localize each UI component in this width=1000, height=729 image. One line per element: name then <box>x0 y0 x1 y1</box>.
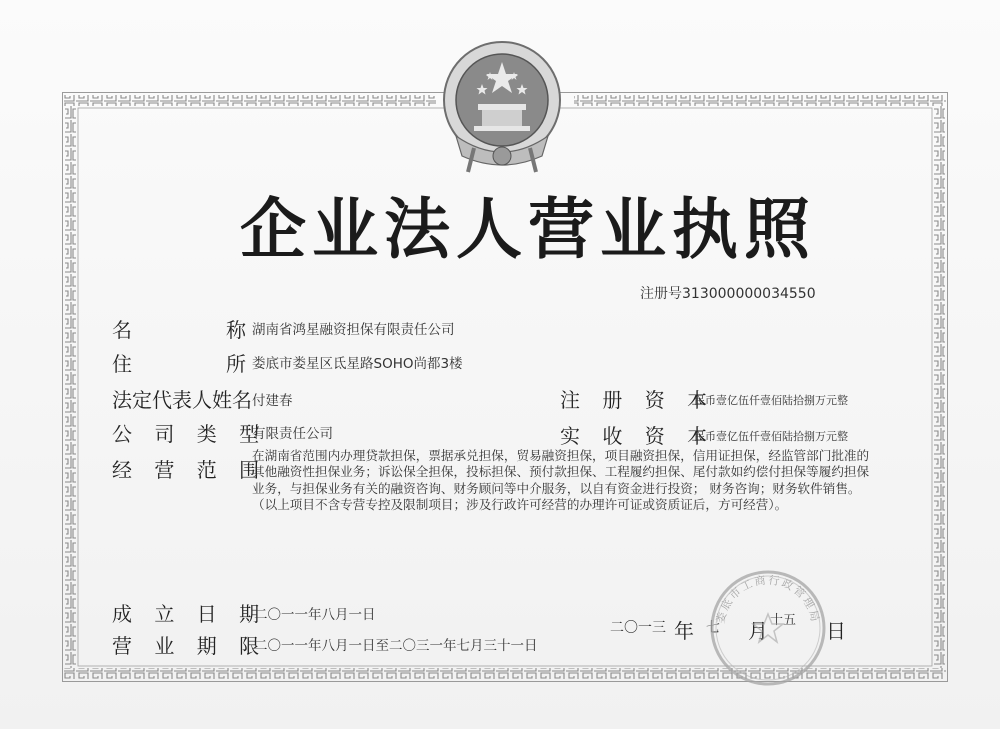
registration-label: 注册号 <box>640 286 682 302</box>
company-type-label: 公 司 类 型 <box>112 422 268 446</box>
paid-capital-value: 民币壹亿伍仟壹佰陆拾捌万元整 <box>694 430 848 443</box>
seal-text: 娄底市工商行政管理局 <box>713 573 823 625</box>
legal-rep-label: 法定代表人姓名 <box>112 388 252 412</box>
registered-capital-value: 民币壹亿伍仟壹佰陆拾捌万元整 <box>694 394 848 407</box>
business-scope-value: 在湖南省范围内办理贷款担保，票据承兑担保，贸易融资担保，项目融资担保，信用证担保，经监管部门批准的其他融资性担保业务；诉讼保全担保，投标担保、预付款担保、工程履约担保、尾付款如约偿付担保等履约担保业务，与担保业务有关的融资咨询、财务顾问等中介服务，以自有资金进行投资； 财务咨询；财务软件销售。（以上项目不含专营专控及限制项目；涉及行政许可经营的办理许可证或资质证后，方可经营）。 <box>252 448 870 513</box>
legal-rep-value: 付建春 <box>252 393 293 409</box>
issue-year: 二〇一三 <box>610 620 666 636</box>
business-term-label: 营 业 期 限 <box>112 634 268 658</box>
address-value: 娄底市娄星区氐星路SOHO尚都3楼 <box>252 356 463 372</box>
established-label: 成 立 日 期 <box>112 602 268 626</box>
issue-month-char: 月 <box>748 619 768 643</box>
company-type-value: 有限责任公司 <box>252 426 333 442</box>
address-label-2: 所 <box>226 352 246 376</box>
issue-month: 七 <box>706 620 720 636</box>
business-term-value: 二〇一一年八月一日至二〇三一年七月三十一日 <box>254 638 538 654</box>
registered-capital-label: 注 册 资 本 <box>560 388 716 412</box>
address-label-1: 住 <box>112 352 132 376</box>
issue-year-char: 年 <box>674 619 694 643</box>
registration-number <box>640 283 816 303</box>
issue-day-char: 日 <box>826 619 846 643</box>
issue-day: 十五 <box>770 613 797 628</box>
official-seal-icon <box>706 566 830 690</box>
document-title: 企业法人营业执照 <box>240 191 816 268</box>
name-label-1: 名 <box>112 318 132 342</box>
national-emblem-icon <box>438 38 566 178</box>
company-name-value: 湖南省鸿星融资担保有限责任公司 <box>252 322 455 338</box>
registration-value: 313000000034550 <box>682 286 816 302</box>
paid-capital-label: 实 收 资 本 <box>560 424 716 448</box>
established-value: 二〇一一年八月一日 <box>254 607 376 623</box>
name-label-2: 称 <box>226 318 246 342</box>
business-scope-label: 经 营 范 围 <box>112 458 268 482</box>
